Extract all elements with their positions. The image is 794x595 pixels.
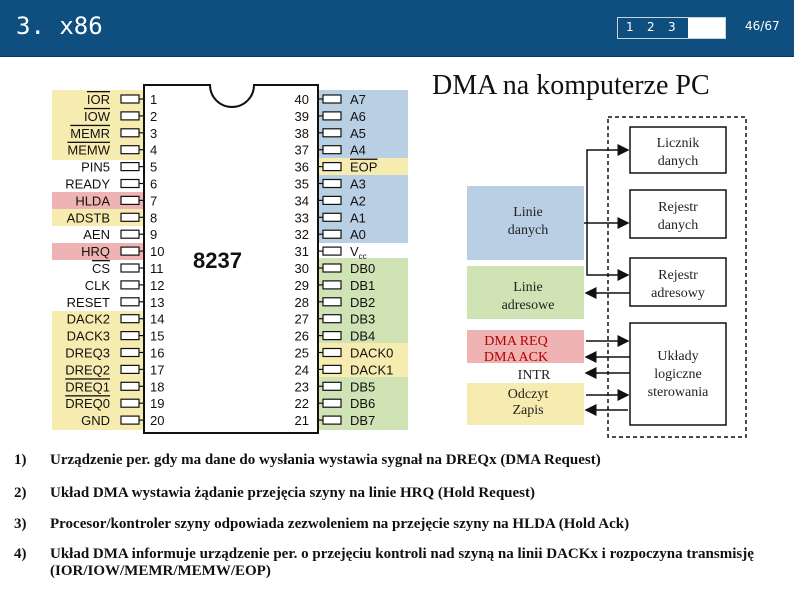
counter-label-1: Licznik: [656, 136, 700, 151]
pin-label-right: A6: [350, 108, 366, 124]
pin-number-left: 6: [150, 176, 158, 192]
pin-label-left: DREQ2: [65, 362, 110, 378]
pin-number-right: 27: [294, 311, 309, 327]
pin-label-left: IOW: [84, 108, 110, 124]
pin-stub: [121, 399, 139, 407]
pin-stub: [323, 196, 341, 204]
signal-odczyt: Odczyt: [507, 387, 549, 402]
pin-number-right: 30: [294, 261, 309, 276]
pin-number-right: 23: [294, 379, 309, 395]
pin-stub: [323, 129, 341, 137]
pin-stub: [323, 281, 341, 289]
pin-stub: [121, 129, 139, 137]
pin-stub: [121, 146, 139, 154]
pin-stub: [121, 230, 139, 238]
pin-label-right: DB1: [350, 277, 376, 293]
signal-intr: INTR: [517, 368, 551, 383]
pin-label-right: A4: [350, 142, 366, 158]
pin-label-left: IOR: [86, 92, 110, 107]
address-lines-label-1: Linie: [513, 280, 543, 295]
title-bar: [0, 0, 794, 57]
section-title: 3. x86: [16, 12, 103, 40]
pin-number-left: 14: [150, 311, 165, 327]
address-register-label-2: adresowy: [651, 286, 705, 301]
pin-number-right: 31: [294, 244, 309, 260]
control-logic-label-2: logiczne: [654, 367, 702, 382]
pin-stub: [323, 146, 341, 154]
pin-stub: [121, 163, 139, 171]
control-logic-label-1: Układy: [657, 349, 699, 364]
pin-stub: [121, 382, 139, 390]
pin-label-right: A3: [350, 176, 366, 192]
pin-number-right: 35: [294, 176, 309, 192]
slide-title: DMA na komputerze PC: [432, 70, 710, 101]
signal-dma-ack: DMA ACK: [483, 350, 549, 365]
pin-label-left: DREQ3: [65, 345, 110, 361]
pin-label-left: DREQ0: [65, 396, 110, 412]
pin-label-right: $V_{cc}$: [350, 244, 367, 262]
pin-label-right: DB7: [350, 413, 376, 429]
pin-stub: [121, 196, 139, 204]
pin-label-left: CS: [91, 261, 110, 276]
pin-number-right: 22: [294, 396, 309, 412]
page-link-1[interactable]: 1: [626, 20, 634, 34]
pin-label-left: HLDA: [75, 193, 110, 209]
pin-stub: [121, 298, 139, 306]
pin-label-left: READY: [65, 176, 110, 192]
pin-number-left: 16: [150, 345, 165, 361]
signal-zapis: Zapis: [512, 403, 544, 418]
data-lines-label-1: Linie: [513, 205, 543, 220]
pin-label-right: DB2: [350, 294, 376, 310]
pin-stub: [323, 315, 341, 323]
pin-label-left: PIN5: [81, 159, 110, 175]
pin-stub: [121, 213, 139, 221]
counter-label-2: danych: [657, 154, 699, 169]
pin-label-left: AEN: [83, 227, 110, 243]
pin-number-left: 12: [150, 277, 165, 293]
pin-stub: [323, 247, 341, 255]
pin-stub: [323, 349, 341, 357]
pin-number-left: 2: [150, 108, 158, 124]
pin-label-right: A0: [350, 227, 366, 243]
pin-number-right: 34: [294, 193, 309, 209]
pin-label-right: DB3: [350, 311, 376, 327]
pin-stub: [121, 112, 139, 120]
data-register-label-1: Rejestr: [658, 200, 698, 215]
pin-label-left: DREQ1: [65, 379, 110, 395]
pin-number-right: 40: [294, 92, 309, 107]
pin-label-right: DB6: [350, 396, 376, 412]
pin-label-right: A1: [350, 210, 366, 226]
pin-stub: [323, 95, 341, 103]
pin-label-right: DACK1: [350, 362, 394, 378]
pin-number-left: 11: [150, 261, 164, 276]
pin-number-left: 19: [150, 396, 165, 412]
pin-label-right: DACK0: [350, 345, 394, 361]
chip-8237-pinout: [0, 80, 420, 440]
pin-number-left: 10: [150, 244, 165, 260]
pin-number-right: 25: [294, 345, 309, 361]
dma-block-diagram: [460, 110, 760, 450]
pin-number-right: 39: [294, 108, 309, 124]
pin-label-left: MEMW: [67, 142, 110, 158]
pin-stub: [323, 180, 341, 188]
pin-stub: [121, 180, 139, 188]
pin-number-right: 32: [294, 227, 309, 243]
pin-stub: [323, 332, 341, 340]
pin-label-right: A7: [350, 92, 366, 107]
pin-number-left: 20: [150, 413, 165, 429]
page-navigator[interactable]: [617, 17, 726, 39]
pin-label-right: DB0: [350, 261, 376, 276]
pin-stub: [323, 264, 341, 272]
pin-label-right: EOP: [350, 159, 378, 175]
pin-label-left: CLK: [84, 277, 110, 293]
pin-stub: [121, 95, 139, 103]
pin-label-left: ADSTB: [66, 210, 110, 226]
pin-label-left: HRQ: [81, 244, 110, 260]
pin-number-left: 9: [150, 227, 158, 243]
data-lines-label-2: danych: [507, 223, 549, 238]
pin-label-right: A5: [350, 125, 366, 141]
pin-stub: [323, 399, 341, 407]
pin-number-left: 3: [150, 125, 158, 141]
pin-stub: [323, 382, 341, 390]
pin-stub: [121, 315, 139, 323]
pin-stub: [121, 281, 139, 289]
signal-dma-req: DMA REQ: [484, 334, 548, 349]
pin-stub: [323, 213, 341, 221]
pin-number-right: 36: [294, 159, 309, 175]
pin-label-left: DACK2: [66, 311, 110, 327]
pin-number-right: 33: [294, 210, 309, 226]
pin-stub: [323, 365, 341, 373]
pin-stub: [121, 365, 139, 373]
pin-number-right: 38: [294, 125, 309, 141]
pin-number-right: 29: [294, 277, 309, 293]
pin-number-left: 15: [150, 328, 165, 344]
pin-number-left: 8: [150, 210, 158, 226]
pin-number-left: 18: [150, 379, 165, 395]
address-register-label-1: Rejestr: [658, 268, 698, 283]
pin-number-right: 24: [294, 362, 309, 378]
chip-name: 8237: [193, 248, 242, 273]
pin-stub: [323, 112, 341, 120]
pin-label-left: RESET: [66, 294, 110, 310]
address-lines-label-2: adresowe: [501, 298, 555, 313]
pin-label-left: DACK3: [66, 328, 110, 344]
pin-stub: [121, 416, 139, 424]
page-link-3[interactable]: 3: [668, 20, 676, 34]
page-link-2[interactable]: 2: [647, 20, 655, 34]
pin-stub: [323, 298, 341, 306]
pin-stub: [323, 416, 341, 424]
pin-label-right: A2: [350, 193, 366, 209]
pin-stub: [323, 163, 341, 171]
pin-number-left: 1: [150, 92, 158, 107]
pin-label-right: DB5: [350, 379, 376, 395]
pin-number-left: 7: [150, 193, 158, 209]
pin-number-left: 13: [150, 294, 165, 310]
pin-number-left: 17: [150, 362, 165, 378]
pin-stub: [121, 349, 139, 357]
pin-number-right: 37: [294, 142, 309, 158]
pin-label-left: GND: [81, 413, 110, 429]
data-register-label-2: danych: [657, 218, 699, 233]
pin-number-left: 4: [150, 142, 158, 158]
pin-stub: [121, 247, 139, 255]
pin-number-right: 26: [294, 328, 309, 344]
pin-label-left: MEMR: [70, 125, 110, 141]
control-logic-label-3: sterowania: [647, 385, 709, 400]
pin-stub: [323, 230, 341, 238]
pin-stub: [121, 332, 139, 340]
pin-stub: [121, 264, 139, 272]
slide-counter: 46/67: [745, 19, 780, 33]
pin-number-right: 28: [294, 294, 309, 310]
pin-number-left: 5: [150, 159, 158, 175]
pin-label-right: DB4: [350, 328, 376, 344]
pin-number-right: 21: [294, 413, 309, 429]
